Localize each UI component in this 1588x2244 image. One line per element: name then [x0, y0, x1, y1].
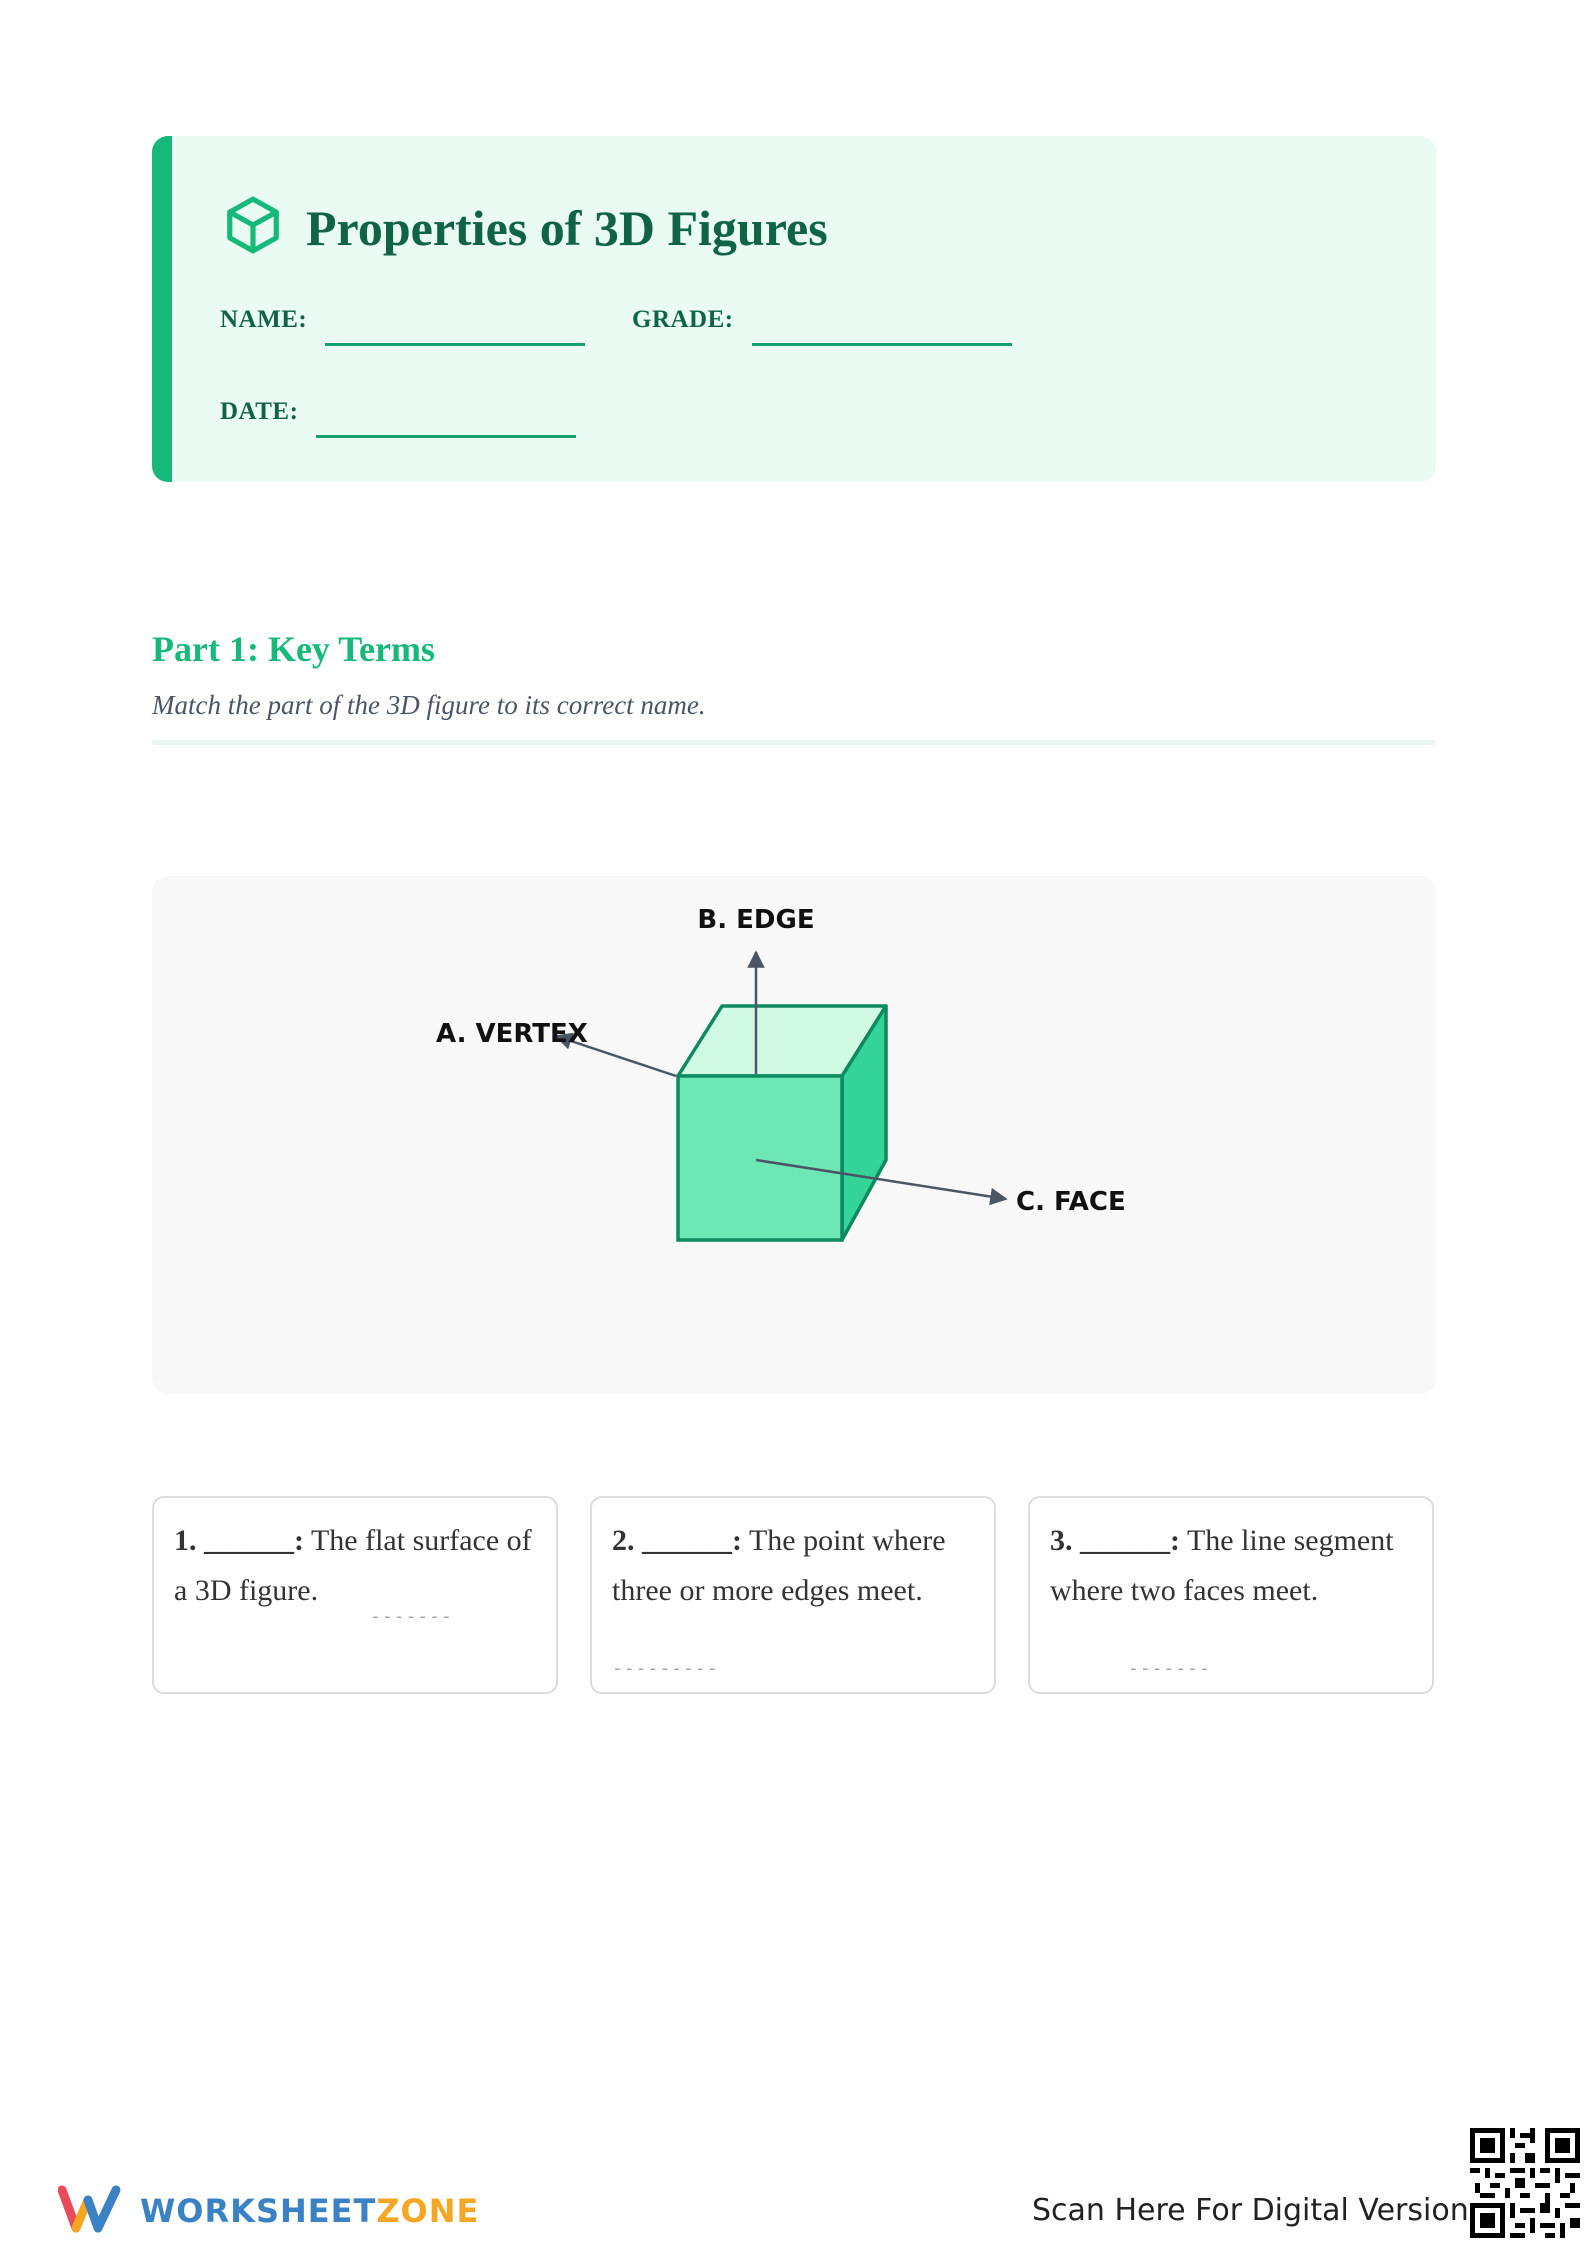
question-number: 1.: [174, 1524, 197, 1557]
cube-diagram-svg: [152, 876, 1436, 1394]
brand-name-part1: WORKSHEET: [140, 2191, 377, 2230]
answer-placeholder: ---------: [612, 1658, 719, 1679]
vertex-label: A. VERTEX: [436, 1019, 588, 1049]
question-number: 2.: [612, 1524, 635, 1557]
brand-name: [140, 2192, 479, 2230]
grade-label: GRADE:: [632, 306, 734, 333]
cube-icon: [222, 194, 284, 261]
face-label: C. FACE: [1016, 1187, 1126, 1217]
qr-code-icon[interactable]: [1470, 2128, 1580, 2238]
edge-label: B. EDGE: [697, 905, 815, 935]
section-instructions: Match the part of the 3D figure to its correct name.: [152, 690, 706, 720]
answer-blank[interactable]: ______:: [642, 1524, 742, 1557]
section-title: Part 1: Key Terms: [152, 629, 435, 669]
date-label: DATE:: [220, 398, 299, 425]
worksheetzone-logo-icon: [58, 2182, 128, 2239]
brand-logo[interactable]: [58, 2182, 479, 2239]
header-card: [152, 136, 1436, 482]
scan-text: Scan Here For Digital Version: [1032, 2193, 1469, 2228]
question-card-2: [590, 1496, 996, 1694]
date-input-line[interactable]: [316, 435, 576, 438]
answer-placeholder: -------: [370, 1606, 453, 1627]
question-text: The flat surface of a 3D figure.: [174, 1524, 532, 1607]
section-divider: [152, 740, 1436, 745]
header-accent-bar: [152, 136, 172, 482]
answer-placeholder: -------: [1128, 1658, 1211, 1679]
answer-blank[interactable]: ______:: [204, 1524, 304, 1557]
cube-diagram: [152, 876, 1436, 1394]
page-title: Properties of 3D Figures: [306, 199, 828, 256]
question-text: The line segment where two faces meet.: [1050, 1524, 1394, 1607]
grade-field: [632, 306, 1012, 334]
question-text: The point where three or more edges meet.: [612, 1524, 946, 1607]
grade-input-line[interactable]: [752, 343, 1012, 346]
name-field: [220, 306, 585, 334]
cube-front-face: [678, 1076, 842, 1240]
question-number: 3.: [1050, 1524, 1073, 1557]
answer-blank[interactable]: ______:: [1080, 1524, 1180, 1557]
question-card-1: [152, 1496, 558, 1694]
name-label: NAME:: [220, 306, 308, 333]
name-input-line[interactable]: [325, 343, 585, 346]
title-row: [222, 194, 828, 261]
date-field: [220, 398, 576, 426]
brand-name-part2: ZONE: [376, 2191, 480, 2230]
question-card-3: [1028, 1496, 1434, 1694]
